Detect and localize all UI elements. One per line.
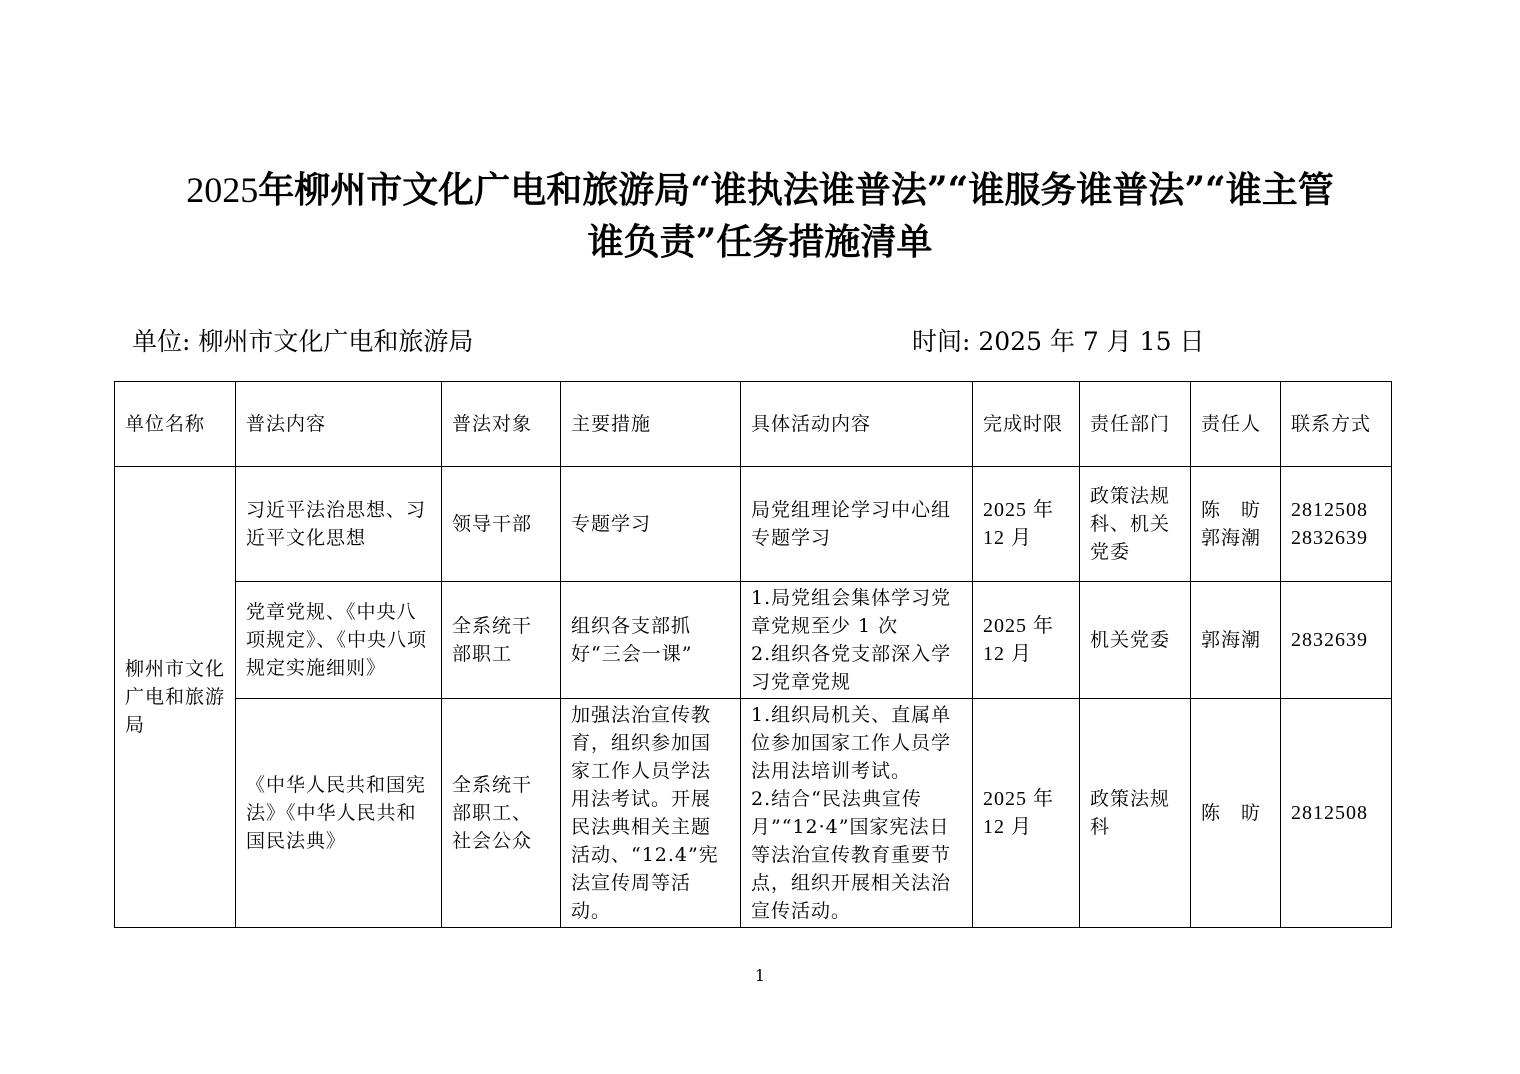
content-cell: 党章党规、《中央八项规定》、《中央八项规定实施细则》 <box>236 582 442 699</box>
activity-item: 1.局党组会集体学习党章党规至少 1 次 <box>751 587 952 637</box>
department-cell: 政策法规科 <box>1080 699 1191 928</box>
unit-label: 单位: 柳州市文化广电和旅游局 <box>132 327 474 356</box>
activity-cell <box>741 582 973 699</box>
contact-cell: 2812508 <box>1281 699 1392 928</box>
activity-item: 1.组织局机关、直属单位参加国家工作人员学法用法培训考试。 <box>751 704 952 782</box>
deadline-cell: 2025 年 12 月 <box>973 699 1080 928</box>
header-department: 责任部门 <box>1080 382 1191 467</box>
activity-item: 2.组织各党支部深入学习党章党规 <box>751 643 952 693</box>
page-number: 1 <box>754 966 766 985</box>
title-line-1 <box>100 164 1420 216</box>
contact-number: 2812508 <box>1291 499 1368 521</box>
title-line-2: 谁负责”任务措施清单 <box>587 221 933 263</box>
person-cell: 郭海潮 <box>1191 582 1281 699</box>
date-label: 时间: 2025 年 7 月 15 日 <box>912 327 1205 356</box>
deadline-cell: 2025 年 12 月 <box>973 467 1080 582</box>
title-line-1-text: 年柳州市文化广电和旅游局“谁执法谁普法”“谁服务谁普法”“谁主管 <box>258 169 1334 211</box>
header-content: 普法内容 <box>236 382 442 467</box>
header-target: 普法对象 <box>442 382 561 467</box>
activity-cell: 局党组理论学习中心组专题学习 <box>741 467 973 582</box>
person-cell: 陈 昉 <box>1191 699 1281 928</box>
activity-item: 2.结合“民法典宣传月”“12·4”国家宪法日等法治宣传教育重要节点，组织开展相关法治宣传活动。 <box>751 788 952 922</box>
table-header-row <box>115 382 1392 467</box>
contact-cell <box>1281 467 1392 582</box>
content-cell: 《中华人民共和国宪法》《中华人民共和国民法典》 <box>236 699 442 928</box>
deadline-cell: 2025 年 12 月 <box>973 582 1080 699</box>
activity-cell <box>741 699 973 928</box>
header-measure: 主要措施 <box>561 382 741 467</box>
contact-number: 2832639 <box>1291 527 1368 549</box>
header-activity: 具体活动内容 <box>741 382 973 467</box>
target-cell: 领导干部 <box>442 467 561 582</box>
department-cell: 政策法规科、机关党委 <box>1080 467 1191 582</box>
measure-cell: 加强法治宣传教育，组织参加国家工作人员学法用法考试。开展民法典相关主题活动、“12.4”宪法宣传周等活动。 <box>561 699 741 928</box>
header-deadline: 完成时限 <box>973 382 1080 467</box>
table-row <box>115 582 1392 699</box>
target-cell: 全系统干部职工 <box>442 582 561 699</box>
person-name: 陈 昉 <box>1201 499 1262 521</box>
unit-name-cell: 柳州市文化广电和旅游局 <box>115 467 236 928</box>
person-cell <box>1191 467 1281 582</box>
header-unit-name: 单位名称 <box>115 382 236 467</box>
title-year: 2025 <box>186 170 259 210</box>
target-cell: 全系统干部职工、社会公众 <box>442 699 561 928</box>
header-person: 责任人 <box>1191 382 1281 467</box>
person-name: 郭海潮 <box>1201 527 1262 549</box>
task-table <box>114 381 1392 928</box>
measure-cell: 组织各支部抓好“三会一课” <box>561 582 741 699</box>
content-cell: 习近平法治思想、习近平文化思想 <box>236 467 442 582</box>
department-cell: 机关党委 <box>1080 582 1191 699</box>
contact-cell: 2832639 <box>1281 582 1392 699</box>
document-title <box>100 164 1420 268</box>
table-row <box>115 699 1392 928</box>
measure-cell: 专题学习 <box>561 467 741 582</box>
header-contact: 联系方式 <box>1281 382 1392 467</box>
table-row <box>115 467 1392 582</box>
